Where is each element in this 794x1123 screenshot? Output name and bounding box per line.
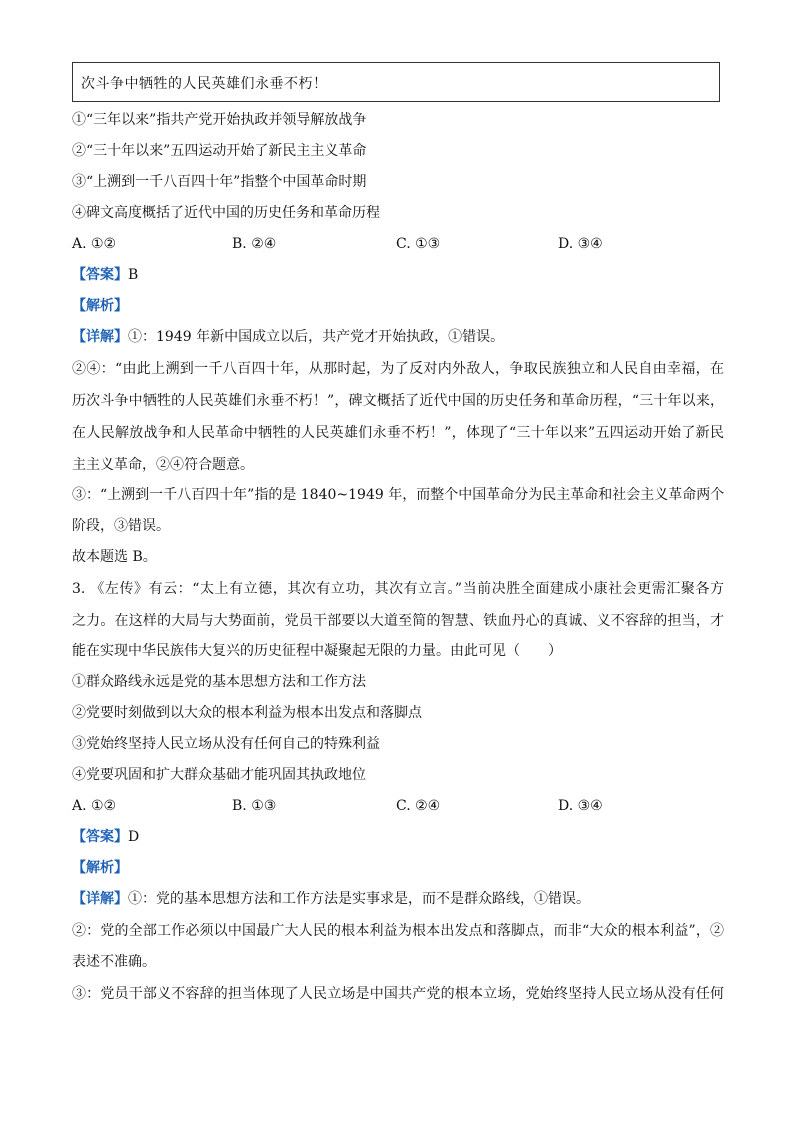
- detail-label: 【详解】: [72, 329, 128, 345]
- q3-detail-3-line-1: ③：党员干部义不容辞的担当体现了人民立场是中国共产党的根本立场，党始终坚持人民立场从没有任何: [72, 986, 724, 1002]
- answer-value: D: [128, 829, 140, 845]
- quoted-inscription-box: [72, 62, 720, 102]
- analysis-label: 【解析】: [72, 298, 128, 314]
- answer-value: B: [128, 267, 139, 283]
- q3-option-c: C. ②④: [396, 798, 441, 814]
- q3-statement-1: ①群众路线永远是党的基本思想方法和工作方法: [72, 674, 366, 690]
- q3-answer: [72, 828, 139, 846]
- q3-detail-2-line-1: ②：党的全部工作必须以中国最广大人民的根本利益为根本出发点和落脚点，而非“大众的根本利益”，②: [72, 923, 724, 939]
- q2-detail-2-line-3: 在人民解放战争和人民革命中牺牲的人民英雄们永垂不朽！”，体现了“三十年以来”五四运动开始了新民: [72, 425, 724, 441]
- answer-label: 【答案】: [72, 267, 128, 283]
- detail-label: 【详解】: [72, 891, 128, 907]
- q2-detail-1: [72, 328, 504, 346]
- inscription-text: 次斗争中牺牲的人民英雄们永垂不朽！: [81, 76, 328, 92]
- q3-option-b: B. ①③: [232, 798, 277, 814]
- q2-option-a: A. ①②: [72, 236, 117, 252]
- q2-statement-1: ①“三年以来”指共产党开始执政并领导解放战争: [72, 112, 367, 128]
- q2-answer: [72, 266, 138, 284]
- q2-statement-2: ②“三十年以来”五四运动开始了新民主主义革命: [72, 143, 367, 159]
- q3-statement-2: ②党要时刻做到以大众的根本利益为根本出发点和落脚点: [72, 705, 422, 721]
- q3-option-a: A. ①②: [72, 798, 117, 814]
- q2-detail-3-line-1: ③：“上溯到一千八百四十年”指的是 1840~1949 年，而整个中国革命分为民主革命和社会主义革命两个: [72, 487, 725, 503]
- q3-detail-2-line-2: 表述不准确。: [72, 954, 156, 970]
- q2-analysis-heading: [72, 297, 128, 315]
- q3-stem-line-2: 之力。在这样的大局与大势面前，党员干部要以大道至简的智慧、铁血丹心的真诚、义不容辞的担当，才: [72, 613, 724, 629]
- detail-text: ①：党的基本思想方法和工作方法是实事求是，而不是群众路线，①错误。: [128, 891, 590, 907]
- q2-option-b: B. ②④: [232, 236, 277, 252]
- q2-statement-4: ④碑文高度概括了近代中国的历史任务和革命历程: [72, 205, 380, 221]
- analysis-label: 【解析】: [72, 860, 128, 876]
- q3-analysis-heading: [72, 859, 128, 877]
- q2-option-d: D. ③④: [558, 236, 603, 252]
- q2-option-c: C. ①③: [396, 236, 441, 252]
- q2-statement-3: ③“上溯到一千八百四十年”指整个中国革命时期: [72, 174, 367, 190]
- q2-detail-2-line-4: 主主义革命，②④符合题意。: [72, 457, 254, 473]
- q3-stem-line-3: 能在实现中华民族伟大复兴的历史征程中凝聚起无限的力量。由此可见（ ）: [72, 643, 562, 659]
- q2-detail-2-line-2: 历次斗争中牺牲的人民英雄们永垂不朽！”，碑文概括了近代中国的历史任务和革命历程，“三十年以来，: [72, 393, 724, 409]
- q2-conclusion: 故本题选 B。: [72, 549, 157, 565]
- q2-detail-3-line-2: 阶段，③错误。: [72, 518, 170, 534]
- q3-statement-3: ③党始终坚持人民立场从没有任何自己的特殊利益: [72, 736, 380, 752]
- detail-text: ①：1949 年新中国成立以后，共产党才开始执政，①错误。: [128, 329, 505, 345]
- q2-detail-2-line-1: ②④：“由此上溯到一千八百四十年，从那时起，为了反对内外敌人，争取民族独立和人民自由幸福，在: [72, 361, 724, 377]
- answer-label: 【答案】: [72, 829, 128, 845]
- q3-stem-line-1: 3. 《左传》有云：“太上有立德，其次有立功，其次有立言。”当前决胜全面建成小康社会更需汇聚各方: [72, 581, 724, 597]
- q3-option-d: D. ③④: [558, 798, 603, 814]
- q3-detail-1: [72, 890, 590, 908]
- q3-statement-4: ④党要巩固和扩大群众基础才能巩固其执政地位: [72, 767, 366, 783]
